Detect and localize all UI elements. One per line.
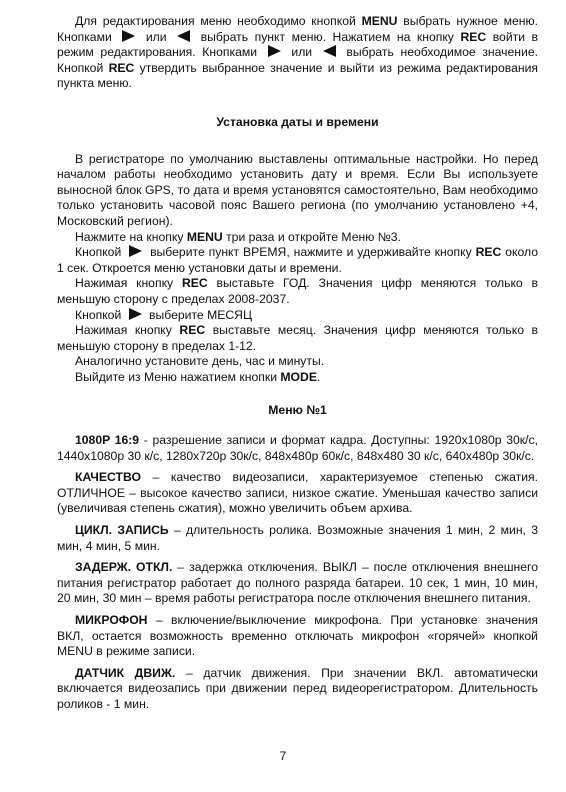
intro-text: Для редактирования меню необходимо кнопкой <box>75 14 362 28</box>
step-text: три раза и откройте Меню №3. <box>222 229 401 244</box>
datetime-step <box>57 230 538 246</box>
menu-item-description: – задержка отключения. ВЫКЛ – после отключения внешнего питания регистратор работает до полного разряда батареи. 10 сек, 1 мин, 10 мин, 20 мин, 30 мин – время работы регистратора после отключения внешнего питания. <box>57 560 538 606</box>
intro-text: утвердить выбранное значение и выйти из режима редактирования пункта меню. <box>57 60 538 91</box>
menu-item <box>57 666 538 713</box>
step-text: около 1 сек. Откроется меню установки даты и времени. <box>57 245 538 275</box>
mode-button-label: MODE <box>280 369 317 384</box>
menu-item <box>57 560 538 607</box>
step-text: выставьте ГОД. Значения цифр меняются только в меньшую сторону с пределах 2008-2037. <box>57 276 539 306</box>
datetime-step <box>57 370 538 386</box>
step-text: выберите МЕСЯЦ <box>145 307 252 322</box>
arrow-right-icon <box>122 30 135 42</box>
rec-button-label: REC <box>181 276 208 291</box>
datetime-step <box>57 245 538 276</box>
menu-item-term: МИКРОФОН <box>75 613 148 627</box>
intro-text: или <box>139 29 174 44</box>
menu-item-description: – длительность ролика. Возможные значения 1 мин, 2 мин, 3 мин, 4 мин, 5 мин. <box>57 523 538 553</box>
step-text: выставьте месяц. Значения цифр меняются только в меньшую сторону в пределах 1-12. <box>57 323 538 353</box>
rec-button-label: REC <box>179 323 206 338</box>
step-text: Выйдите из Меню нажатием кнопки <box>75 369 281 384</box>
section-heading-menu1: Меню №1 <box>268 403 327 418</box>
document-page <box>57 14 538 713</box>
datetime-paragraph: В регистраторе по умолчанию выставлены оптимальные настройки. Но перед началом работы необходимо установить дату и время. Если Вы используете выносной блок GPS, то дата и время установятся самостоятельно, Вам необходимо только установить часовой пояс Вашего региона (по умолчанию установлено +4, Московский регион). <box>57 151 538 228</box>
arrow-right-icon <box>129 245 142 257</box>
step-text: Кнопкой <box>75 245 126 260</box>
menu-item-description: - разрешение записи и формат кадра. Доступны: 1920x1080p 30к/с, 1440x1080p 30 к/с, 1280x720p 30к/с, 848x480p 60к/с, 848x480 30 к/с, 640x480p 30к/с. <box>57 433 538 463</box>
arrow-right-icon <box>268 45 281 57</box>
menu-item-term: ЦИКЛ. ЗАПИСЬ <box>75 523 169 538</box>
datetime-step: Аналогично установите день, час и минуты. <box>75 354 325 369</box>
menu-button-label: MENU <box>361 14 398 28</box>
rec-button-label: REC <box>460 29 487 44</box>
arrow-left-icon <box>177 30 190 42</box>
menu-button-label: MENU <box>186 229 223 244</box>
menu-item-term: 1080P 16:9 <box>75 433 140 448</box>
datetime-step <box>57 323 538 354</box>
page-number: 7 <box>279 749 287 763</box>
rec-button-label: REC <box>475 245 502 260</box>
intro-text: выбрать необходимое значение. Кнопкой <box>57 45 538 75</box>
arrow-right-icon <box>129 308 142 320</box>
menu-item-description: – датчик движения. При значении ВКЛ. автоматически включается видеозапись при движении перед видеорегистратором. Длительность роликов - 1 мин. <box>57 665 538 711</box>
step-text: Нажмите на кнопку <box>75 229 187 244</box>
menu-item-term: КАЧЕСТВО <box>75 470 141 485</box>
menu-item <box>57 523 538 554</box>
step-text: Кнопкой <box>75 307 125 322</box>
datetime-step <box>57 308 538 324</box>
datetime-step <box>57 276 538 307</box>
arrow-left-icon <box>323 45 336 57</box>
intro-text: выбрать пункт меню. Нажатием на кнопку <box>194 29 461 44</box>
rec-button-label: REC <box>108 60 135 75</box>
intro-text: выбрать нужное меню. Кнопками <box>57 14 538 44</box>
intro-text: войти в режим редактирования. Кнопками <box>57 29 539 60</box>
menu-item <box>57 433 538 464</box>
intro-paragraph <box>57 14 538 92</box>
menu-item-term: ЗАДЕРЖ. ОТКЛ. <box>75 560 173 575</box>
step-text: Нажимая кнопку <box>75 276 182 291</box>
menu-item <box>57 470 538 517</box>
menu-item <box>57 613 538 660</box>
section-heading-datetime: Установка даты и времени <box>216 114 379 129</box>
step-text: . <box>316 369 321 384</box>
menu-item-description: – включение/выключение микрофона. При установке значения ВКЛ, остается возможность временно отключать микрофон «горячей» кнопкой MENU в режиме записи. <box>57 613 538 659</box>
intro-text: или <box>284 45 319 60</box>
menu-item-description: – качество видеозаписи, характеризуемое степенью сжатия. ОТЛИЧНОЕ – высокое качество записи, низкое сжатие. Уменьшая качество записи (увеличивая степень сжатия), можно увеличить объем архива. <box>57 470 538 516</box>
step-text: Нажимая кнопку <box>75 323 180 338</box>
menu-item-term: ДАТЧИК ДВИЖ. <box>75 665 176 680</box>
step-text: выберите пункт ВРЕМЯ, нажмите и удерживайте кнопку <box>146 245 476 260</box>
